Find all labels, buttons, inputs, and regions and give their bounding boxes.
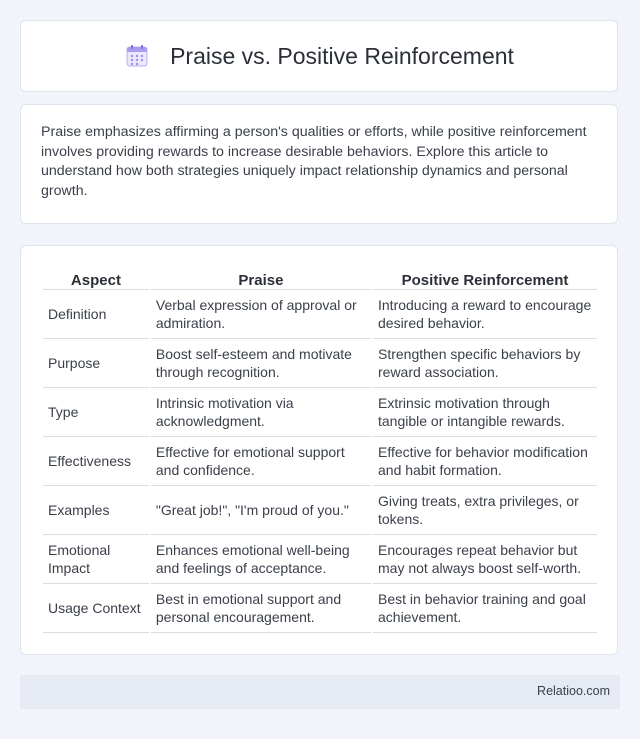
- praise-cell: Effective for emotional support and confidence.: [151, 437, 371, 486]
- aspect-cell: Usage Context: [43, 584, 149, 633]
- aspect-cell: Effectiveness: [43, 437, 149, 486]
- aspect-cell: Emotional Impact: [43, 535, 149, 584]
- table-row: [43, 290, 597, 339]
- reinforcement-cell: Strengthen specific behaviors by reward association.: [373, 339, 597, 388]
- aspect-cell: Examples: [43, 486, 149, 535]
- table-row: [43, 339, 597, 388]
- header-aspect: Aspect: [43, 266, 149, 290]
- footer-brand: Relatioo.com: [537, 684, 610, 698]
- praise-cell: Enhances emotional well-being and feelings of acceptance.: [151, 535, 371, 584]
- comparison-card: [20, 245, 618, 655]
- reinforcement-cell: Extrinsic motivation through tangible or intangible rewards.: [373, 388, 597, 437]
- header-positive-reinforcement: Positive Reinforcement: [373, 266, 597, 290]
- reinforcement-cell: Best in behavior training and goal achievement.: [373, 584, 597, 633]
- table-header-row: [43, 266, 597, 290]
- praise-cell: Intrinsic motivation via acknowledgment.: [151, 388, 371, 437]
- aspect-cell: Purpose: [43, 339, 149, 388]
- header-praise: Praise: [151, 266, 371, 290]
- table-row: [43, 535, 597, 584]
- page-title: Praise vs. Positive Reinforcement: [170, 42, 514, 69]
- praise-cell: Verbal expression of approval or admiration.: [151, 290, 371, 339]
- comparison-table: [41, 266, 599, 633]
- intro-text: Praise emphasizes affirming a person's qualities or efforts, while positive reinforcement involves providing rewards to increase desirable behaviors. Explore this article to understand how both strategies uniquely impact relationship dynamics and personal growth.: [41, 124, 587, 199]
- reinforcement-cell: Introducing a reward to encourage desired behavior.: [373, 290, 597, 339]
- reinforcement-cell: Giving treats, extra privileges, or tokens.: [373, 486, 597, 535]
- aspect-cell: Type: [43, 388, 149, 437]
- reinforcement-cell: Effective for behavior modification and habit formation.: [373, 437, 597, 486]
- calendar-icon: [124, 43, 150, 69]
- title-card: [20, 20, 618, 92]
- table-row: [43, 486, 597, 535]
- praise-cell: "Great job!", "I'm proud of you.": [151, 486, 371, 535]
- praise-cell: Boost self-esteem and motivate through recognition.: [151, 339, 371, 388]
- aspect-cell: Definition: [43, 290, 149, 339]
- table-row: [43, 437, 597, 486]
- footer: [20, 675, 620, 709]
- table-row: [43, 584, 597, 633]
- reinforcement-cell: Encourages repeat behavior but may not always boost self-worth.: [373, 535, 597, 584]
- intro-card: [20, 104, 618, 224]
- table-row: [43, 388, 597, 437]
- praise-cell: Best in emotional support and personal encouragement.: [151, 584, 371, 633]
